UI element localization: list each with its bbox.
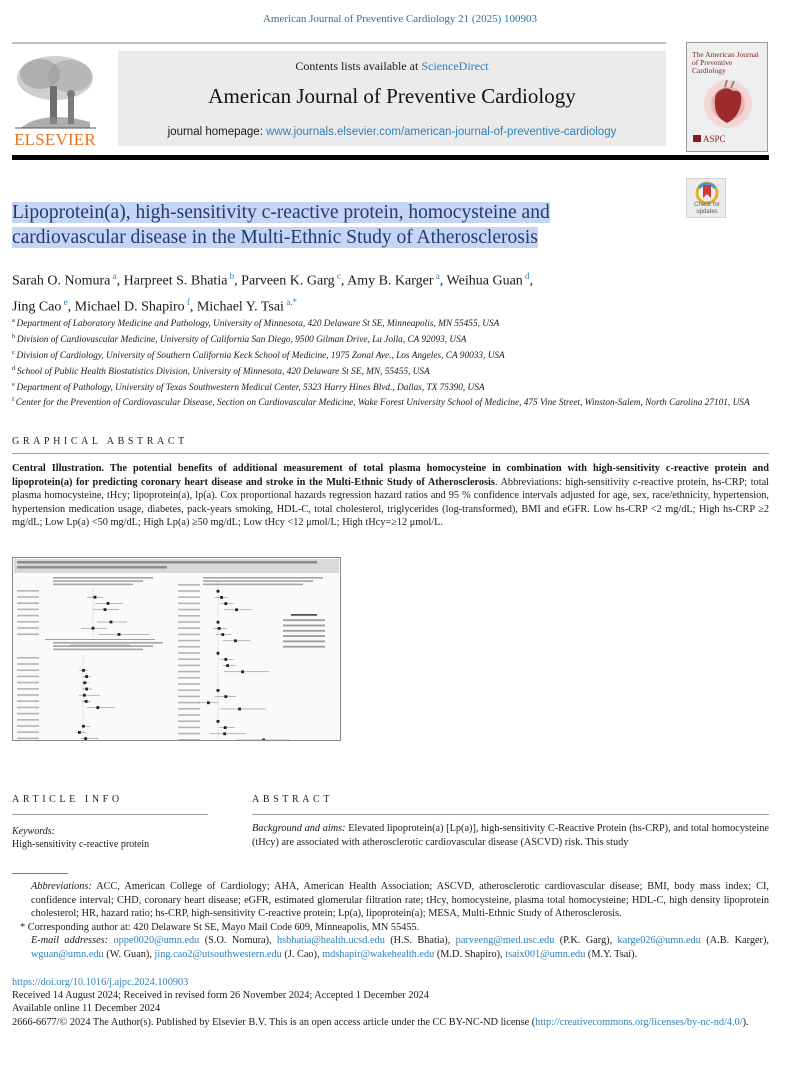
row-label-line (178, 596, 200, 598)
row-label-line (17, 700, 39, 702)
affiliation-item (12, 331, 782, 347)
author-name[interactable]: Amy B. Karger (347, 273, 434, 289)
affiliation-item (12, 363, 782, 379)
journal-citation[interactable]: American Journal of Preventive Cardiology 21 (2025) 100903 (262, 13, 538, 25)
publication-history: Received 14 August 2024; Received in revised form 26 November 2024; Accepted 1 December 2024 (12, 990, 429, 1002)
point-estimate (217, 621, 220, 624)
point-estimate (82, 725, 85, 728)
row-label-line (17, 713, 39, 715)
row-label-line (178, 584, 200, 586)
email-link[interactable]: oppe0020@umn.edu (113, 935, 200, 947)
point-estimate (85, 675, 88, 678)
point-estimate (118, 633, 121, 636)
row-label-line (17, 633, 39, 635)
abbreviations-footnote (12, 880, 769, 921)
point-estimate (218, 627, 221, 630)
point-estimate (220, 596, 223, 599)
footnote-rule (12, 873, 68, 874)
email-label: E-mail addresses: (31, 935, 114, 947)
row-label-line (17, 719, 39, 721)
row-label-line (17, 596, 39, 598)
row-label-line (17, 707, 39, 709)
author-name[interactable]: Parveen K. Garg (241, 273, 335, 289)
journal-header-box (118, 51, 666, 146)
email-owner: (S.O. Nomura), (199, 935, 277, 947)
affiliation-key: d (12, 364, 17, 372)
row-label-line (17, 688, 39, 690)
point-estimate (85, 688, 88, 691)
row-label-line (17, 627, 39, 629)
cutoff-definition-line (283, 641, 325, 643)
email-link[interactable]: parveeng@med.usc.edu (455, 935, 555, 947)
abstract-heading: ABSTRACT (252, 794, 334, 805)
author-separator: , (234, 273, 242, 289)
row-label-line (17, 682, 39, 684)
row-label-line (178, 671, 200, 673)
row-label-line (17, 657, 39, 659)
abstract-text (252, 822, 769, 850)
forest-plot-figure (13, 558, 340, 740)
affiliation-text: Center for the Prevention of Cardiovascular Disease, Section on Cardiovascular Medicine, Wake Forest University School of Medicine, 475 Vine Street, Winston-Salem, North Carolina 27101, USA (15, 398, 750, 409)
affiliation-item (12, 379, 782, 395)
affiliation-item (12, 347, 782, 363)
cutoff-definition-line (283, 635, 325, 637)
email-link[interactable]: jing.cao2@utsouthwestern.edu (154, 948, 282, 960)
license-prefix: 2666-6677/© 2024 The Author(s). Published by Elsevier B.V. This is an open access article under the CC BY-NC-ND license ( (12, 1016, 536, 1028)
affiliation-text: Department of Laboratory Medicine and Pathology, University of Minnesota, 420 Delaware St SE, Minneapolis, MN 55455, USA (16, 319, 500, 330)
journal-cover-image[interactable] (686, 42, 768, 152)
panel-subtitle-line (53, 584, 133, 586)
header-thick-rule (12, 155, 769, 160)
cutoff-definition-line (283, 630, 325, 632)
affiliation-key: c (12, 348, 17, 356)
row-label-line (178, 720, 200, 722)
point-estimate (92, 627, 95, 630)
point-estimate (96, 706, 99, 709)
author-name[interactable]: Michael D. Shapiro (74, 299, 185, 315)
cover-title: The American Journal of Preventive Cardiology (692, 50, 759, 75)
point-estimate (83, 694, 86, 697)
author-affiliation-marker[interactable]: d (522, 271, 530, 281)
heart-icon (703, 77, 753, 129)
row-label-line (17, 609, 39, 611)
figure-header-text-line (17, 561, 317, 564)
row-label-line (17, 738, 39, 740)
caption-bold: Central Illustration. The potential benefits of additional measurement of total plasma homocysteine in combination with high-sensitivity c-reactive protein and lipoprotein(a) for predicting coronary heart disease and stroke in the Multi-Ethnic Study of Atherosclerosis (12, 463, 769, 488)
publication-info (12, 976, 782, 1029)
point-estimate (82, 669, 85, 672)
figure-header-text-line (17, 566, 167, 569)
license-suffix: ). (742, 1016, 749, 1028)
row-label-line (178, 739, 200, 740)
row-label-line (178, 727, 200, 729)
panel-subtitle-line (203, 577, 323, 579)
author-name[interactable]: Harpreet S. Bhatia (123, 273, 228, 289)
row-label-line (178, 621, 200, 623)
row-label-line (17, 725, 39, 727)
point-estimate (94, 596, 97, 599)
homepage-line (118, 126, 666, 138)
point-estimate (238, 708, 241, 711)
affiliation-key: e (12, 380, 17, 388)
author-name[interactable]: Sarah O. Nomura (12, 273, 111, 289)
affiliation-text: School of Public Health Biostatistics Division, University of Minnesota, 420 Delaware St SE, MN, 55455, USA (16, 366, 430, 377)
row-label-line (17, 590, 39, 592)
row-label-line (17, 615, 39, 617)
title-line-2: cardiovascular disease in the Multi-Ethnic Study of Atherosclerosis (12, 227, 538, 248)
corresponding-author: * Corresponding author at: 420 Delaware St SE, Mayo Mail Code 609, Minneapolis, MN 55455. (20, 921, 420, 933)
cutoff-definition-line (283, 646, 325, 648)
article-info-heading: ARTICLE INFO (12, 794, 123, 805)
row-label-line (178, 677, 200, 679)
graphical-abstract-figure[interactable] (12, 557, 341, 741)
graphical-abstract-caption (12, 462, 769, 530)
row-label-line (178, 696, 200, 698)
author-affiliation-marker[interactable]: e (61, 296, 68, 307)
author-separator: , (529, 273, 534, 289)
email-owner: (W. Guan), (103, 948, 155, 960)
author-list (12, 266, 772, 317)
email-addresses (12, 934, 769, 961)
point-estimate (78, 731, 81, 734)
author-name[interactable]: Michael Y. Tsai (196, 299, 284, 315)
row-label-line (178, 708, 200, 710)
row-label-line (178, 590, 200, 592)
row-label-line (17, 669, 39, 671)
email-owner: (M.Y. Tsai). (585, 948, 638, 960)
author-separator: , (439, 273, 447, 289)
author-affiliation-marker[interactable]: a (110, 271, 117, 281)
title-line-1: Lipoprotein(a), high-sensitivity c-reactive protein, homocysteine and (12, 202, 550, 223)
point-estimate (226, 664, 229, 667)
row-label-line (17, 663, 39, 665)
row-label-line (178, 652, 200, 654)
affiliation-text: Division of Cardiovascular Medicine, University of California San Diego, 9500 Gilman Drive, La Jolla, CA 92093, USA (16, 334, 467, 345)
doi-link[interactable]: https://doi.org/10.1016/j.ajpc.2024.100903 (12, 977, 189, 988)
email-link[interactable]: wguan@umn.edu (31, 948, 104, 960)
row-label-line (178, 627, 200, 629)
panel-subtitle-line (53, 642, 163, 644)
affiliation-item (12, 394, 782, 410)
row-label-line (178, 609, 200, 611)
cover-aspc-badge (693, 134, 726, 144)
email-owner: (P.K. Garg), (554, 935, 618, 947)
author-separator: , (189, 299, 197, 315)
point-estimate (241, 670, 244, 673)
panel-subtitle-line (53, 580, 143, 582)
author-name[interactable]: Jing Cao (12, 299, 62, 315)
email-link[interactable]: mdshapir@wakehealth.edu (322, 948, 435, 960)
email-link[interactable]: hsbhatia@health.ucsd.edu (277, 935, 385, 947)
point-estimate (224, 726, 227, 729)
check-for-updates-button[interactable] (686, 178, 726, 218)
panel-subtitle-line (53, 577, 153, 579)
row-label-line (178, 733, 200, 735)
abbreviations-label: Abbreviations: (31, 881, 92, 892)
contents-line (118, 59, 666, 74)
point-estimate (207, 701, 210, 704)
panel-subtitle-line (53, 649, 143, 651)
row-label-line (17, 694, 39, 696)
point-estimate (224, 602, 227, 605)
section-rule (12, 814, 208, 815)
caption-rest: . Abbreviations: high-sensitivity c-reactive protein, hs-CRP; total plasma homocysteine, tHcy; lipoprotein(a), lp(a). Cox proportional hazards regression hazard ratios and 95 % confidence intervals adjusted for age, sex, race/ethnicity, hypertension, hypertension medication usage, diabetes, pack-years smoking, HDL-C, total cholesterol, triglycerides (log-transformed), BMI and eGFR. Low hs-CRP <2 mg/dL; High hs-CRP ≥2 mg/dL; Low Lp(a) <50 mg/dL; High Lp(a) ≥50 mg/dL; Low tHcy <12 μmol/L; High tHcy=≥12 μmol/L. (12, 476, 770, 529)
point-estimate (224, 658, 227, 661)
cover-aspc-label: ASPC (703, 134, 726, 144)
author-affiliation-marker[interactable]: c (334, 271, 341, 281)
email-owner: (J. Cao), (281, 948, 323, 960)
cutoff-definition-line (283, 619, 325, 621)
row-label-line (17, 676, 39, 678)
email-owner: (H.S. Bhatia), (384, 935, 456, 947)
point-estimate (107, 602, 110, 605)
panel-subtitle-line (203, 580, 313, 582)
header-rule (12, 42, 666, 44)
affiliation-list (12, 315, 782, 410)
point-estimate (217, 720, 220, 723)
row-label-line (178, 646, 200, 648)
row-label-line (17, 731, 39, 733)
abbreviations-text: ACC, American College of Cardiology; AHA, American Health Association; ASCVD, atherosclerotic cardiovascular disease; BMI, body mass index; CI, confidence interval; CHD, coronary heart disease; eGFR, estimated glomerular filtration rate; tHcy, homocysteine, plasma total homocysteine; HDL-C, high density lipoprotein cholesterol; HR, hazard ratio; hs-CRP, high-sensitivity C-reactive protein; Lp(a), lipoprotein(a); MESA, Multi-Ethnic Study of Atherosclerosis. (31, 881, 769, 920)
license-statement (12, 1016, 782, 1029)
graphical-abstract-heading: GRAPHICAL ABSTRACT (12, 436, 188, 447)
section-rule (12, 453, 769, 454)
point-estimate (217, 652, 220, 655)
point-estimate (217, 590, 220, 593)
elsevier-tree-icon (10, 52, 100, 130)
email-link[interactable]: tsaix001@umn.edu (505, 948, 586, 960)
cutoff-definition-line (291, 614, 317, 616)
author-name[interactable]: Weihua Guan (446, 273, 523, 289)
affiliation-key: f (12, 396, 16, 404)
license-link[interactable]: http://creativecommons.org/licenses/by-nc-nd/4.0/ (535, 1016, 743, 1028)
email-owner: (M.D. Shapiro), (434, 948, 506, 960)
point-estimate (217, 689, 220, 692)
point-estimate (110, 621, 113, 624)
author-separator: , (67, 299, 75, 315)
author-affiliation-marker[interactable]: a (433, 271, 440, 281)
point-estimate (262, 739, 265, 740)
sciencedirect-link[interactable]: ScienceDirect (421, 59, 489, 73)
point-estimate (83, 681, 86, 684)
author-affiliation-marker[interactable]: f (184, 296, 190, 307)
author-separator: , (116, 273, 124, 289)
author-affiliation-marker[interactable]: b (227, 271, 235, 281)
point-estimate (104, 608, 107, 611)
email-owner: (A.B. Karger), (700, 935, 769, 947)
abstract-body: Elevated lipoprotein(a) [Lp(a)], high-sensitivity C-Reactive Protein (hs-CRP), and total homocysteine (tHcy) are associated with atherosclerotic cardiovascular disease (ASCVD) risk. This study (252, 823, 769, 848)
row-label-line (178, 603, 200, 605)
point-estimate (84, 737, 87, 740)
row-label-line (178, 665, 200, 667)
point-estimate (223, 732, 226, 735)
cutoff-definition-line (283, 625, 325, 627)
row-label-line (178, 658, 200, 660)
abstract-label: Background and aims: (252, 823, 346, 834)
author-affiliation-marker[interactable]: a,* (283, 296, 297, 307)
elsevier-logo[interactable] (10, 52, 100, 150)
row-label-line (17, 621, 39, 623)
row-label-line (178, 634, 200, 636)
affiliation-key: b (12, 332, 17, 340)
affiliation-text: Division of Cardiology, University of Southern California Keck School of Medicine, 1975 Zonal Ave., Los Angeles, CA 90033, USA (16, 350, 505, 361)
elsevier-wordmark: ELSEVIER (14, 130, 96, 149)
journal-homepage-link[interactable]: www.journals.elsevier.com/american-journal-of-preventive-cardiology (266, 126, 617, 138)
x-axis-label-line (70, 645, 130, 647)
affiliation-text: Department of Pathology, University of Texas Southwestern Medical Center, 5323 Harry Hines Blvd., Dallas, TX 75390, USA (16, 382, 485, 393)
affiliation-item (12, 315, 782, 331)
point-estimate (234, 639, 237, 642)
keyword-item[interactable]: High-sensitivity c-reactive protein (12, 839, 150, 850)
homepage-prefix: journal homepage: (167, 126, 267, 138)
email-link[interactable]: karge026@umn.edu (617, 935, 701, 947)
row-label-line (178, 683, 200, 685)
contents-prefix: Contents lists available at (295, 59, 422, 73)
row-label-line (178, 714, 200, 716)
section-rule (252, 814, 769, 815)
available-online: Available online 11 December 2024 (12, 1003, 161, 1015)
keywords-label: Keywords: (12, 826, 55, 837)
row-label-line (178, 640, 200, 642)
article-title (12, 200, 652, 250)
point-estimate (235, 608, 238, 611)
journal-name: American Journal of Preventive Cardiology (208, 84, 576, 108)
row-label-line (178, 689, 200, 691)
point-estimate (221, 633, 224, 636)
row-label-line (17, 602, 39, 604)
point-estimate (85, 700, 88, 703)
row-label-line (178, 702, 200, 704)
affiliation-key: a (12, 317, 17, 324)
row-label-line (178, 615, 200, 617)
footnotes (12, 880, 769, 962)
point-estimate (224, 695, 227, 698)
check-for-updates-label: Check for updates (694, 202, 720, 215)
author-separator: , (340, 273, 348, 289)
